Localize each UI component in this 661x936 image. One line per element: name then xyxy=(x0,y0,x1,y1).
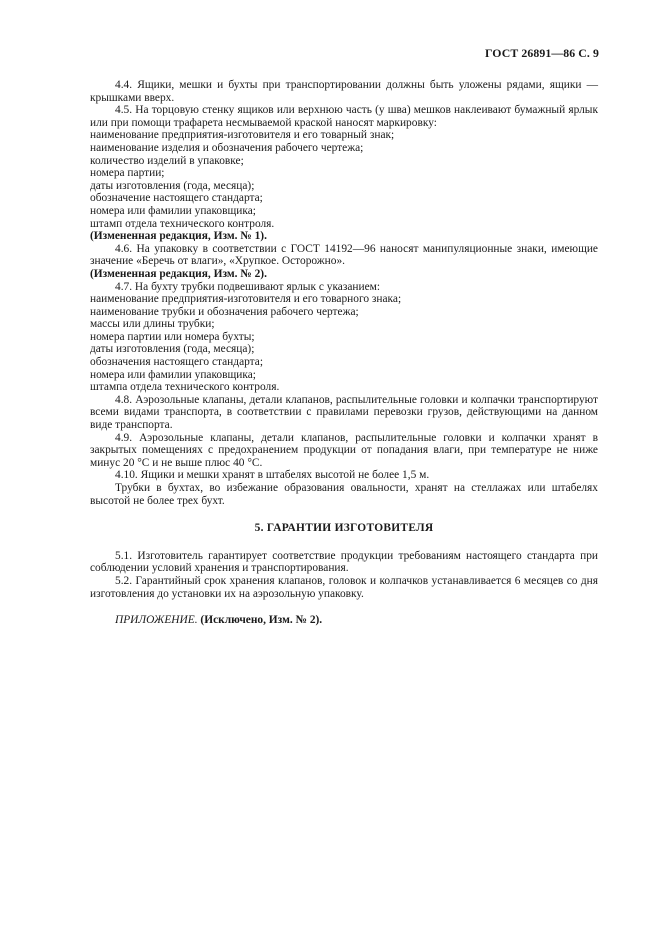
list-item: штампа отдела технического контроля. xyxy=(90,381,280,394)
paragraph-4-8: 4.8. Аэрозольные клапаны, детали клапанов, распылительные головки и колпачки транспортируют всеми видами транспорта, в соответствии с правилами перевозки грузов, действующими на данном виде транспорта. xyxy=(90,393,598,432)
list-item: обозначение настоящего стандарта; xyxy=(90,192,263,205)
paragraph-4-10: 4.10. Ящики и мешки хранят в штабелях высотой не более 1,5 м. xyxy=(115,469,430,482)
amendment-note-2: (Измененная редакция, Изм. № 2). xyxy=(90,267,267,280)
appendix-status: (Исключено, Изм. № 2). xyxy=(197,614,323,627)
list-item: наименование трубки и обозначения рабочего чертежа; xyxy=(90,305,359,318)
paragraph-5-1: 5.1. Изготовитель гарантирует соответствие продукции требованиям настоящего стандарта при соблюдении условий хранения и транспортирования. xyxy=(90,549,598,575)
appendix-note xyxy=(90,614,598,627)
paragraph-4-5: 4.5. На торцовую стенку ящиков или верхнюю часть (у шва) мешков наклеивают бумажный ярлык или при помощи трафарета несмываемой краской наносят маркировку: xyxy=(90,104,598,129)
list-item: количество изделий в упаковке; xyxy=(90,154,244,167)
list-item: наименование предприятия-изготовителя и его товарного знака; xyxy=(90,293,402,306)
list-item: наименование изделия и обозначения рабочего чертежа; xyxy=(90,141,364,154)
paragraph-4-9: 4.9. Аэрозольные клапаны, детали клапанов, распылительные головки и колпачки хранят в закрытых помещениях с предохранением продукции от попадания влаги, при температуре не ниже минус 20 °С и не выше плюс 40 °С. xyxy=(90,431,598,469)
paragraph-4-6: 4.6. На упаковку в соответствии с ГОСТ 14192—96 наносят манипуляционные знаки, имеющие значение «Беречь от влаги», «Хрупкое. Осторожно». xyxy=(90,242,598,268)
list-item: наименование предприятия-изготовителя и его товарный знак; xyxy=(90,129,395,142)
amendment-note-1: (Измененная редакция, Изм. № 1). xyxy=(90,230,267,243)
document-body xyxy=(90,79,598,627)
list-item: номера партии или номера бухты; xyxy=(90,330,255,343)
list-item: массы или длины трубки; xyxy=(90,318,215,331)
list-item: даты изготовления (года, месяца); xyxy=(90,179,255,192)
appendix-label: ПРИЛОЖЕНИЕ. xyxy=(115,614,198,627)
running-header: ГОСТ 26891—86 С. 9 xyxy=(484,46,599,60)
paragraph-4-7: 4.7. На бухту трубки подвешивают ярлык с указанием: xyxy=(115,280,381,293)
paragraph-4-4: 4.4. Ящики, мешки и бухты при транспортировании должны быть уложены рядами, ящики — крышками вверх. xyxy=(90,79,598,104)
list-item: штамп отдела технического контроля. xyxy=(90,217,275,230)
list-item: обозначения настоящего стандарта; xyxy=(90,356,264,369)
list-item: номера партии; xyxy=(90,167,165,180)
section-5-title: 5. ГАРАНТИИ ИЗГОТОВИТЕЛЯ xyxy=(254,522,434,535)
list-item: номера или фамилии упаковщика; xyxy=(90,368,256,381)
paragraph-tubes-storage: Трубки в бухтах, во избежание образования овальности, хранят на стеллажах или штабелях высотой не более трех бухт. xyxy=(90,482,598,507)
list-item: номера или фамилии упаковщика; xyxy=(90,204,256,217)
list-item: даты изготовления (года, месяца); xyxy=(90,343,255,356)
paragraph-5-2: 5.2. Гарантийный срок хранения клапанов, головок и колпачков устанавливается 6 месяцев со дня изготовления до установки их на аэрозольную упаковку. xyxy=(90,574,598,600)
